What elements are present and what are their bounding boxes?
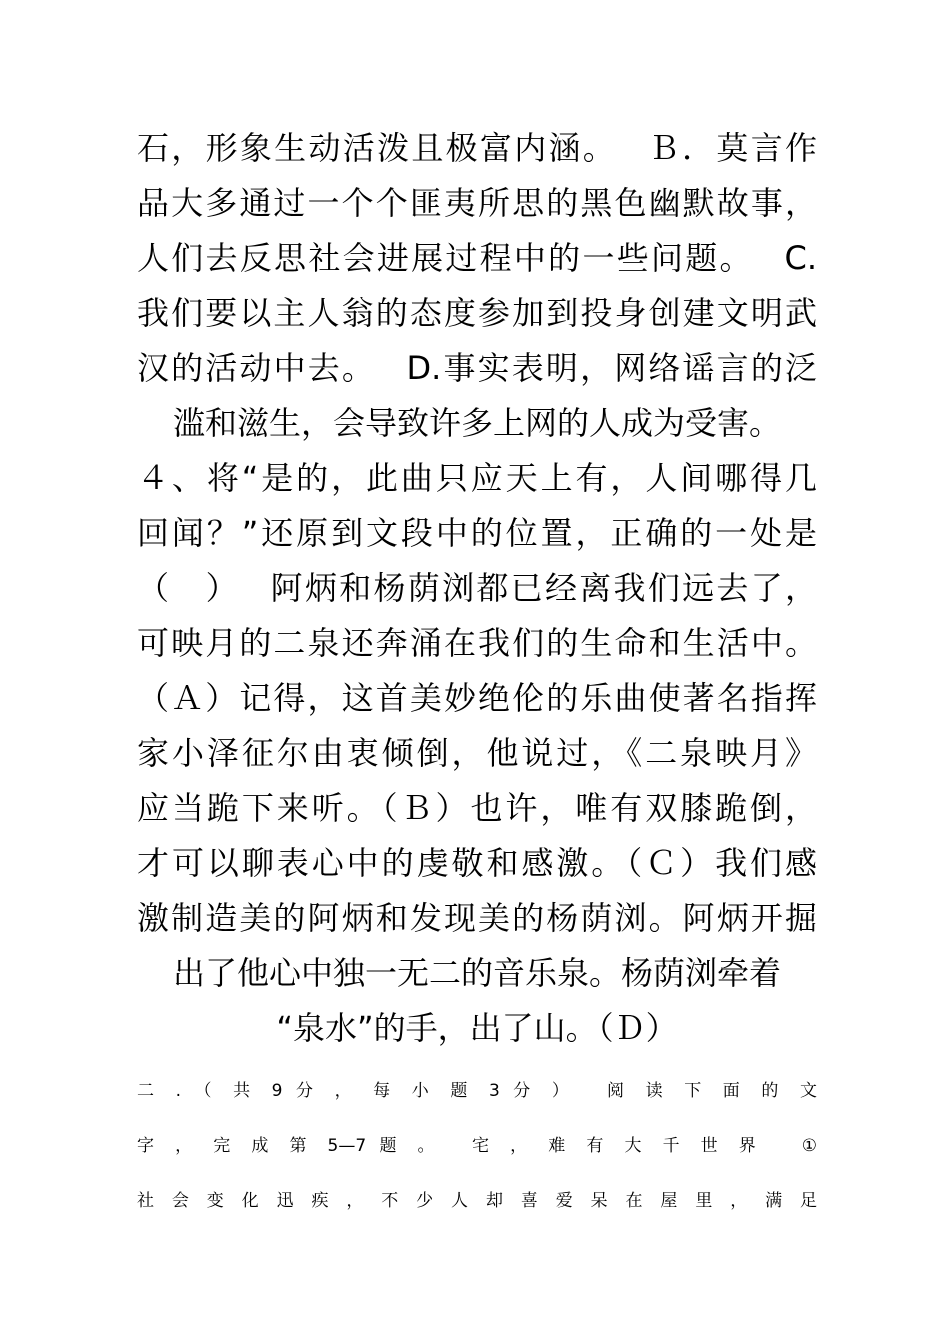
passage-line-1: 可映月的二泉还奔涌在我们的生命和生活中。 [137,624,817,662]
section-two-line-2: 字 ， 完 成 第 5—7 题 。 宅 ， 难 有 大 千 世 界 ① [137,1136,817,1156]
text-line-6: 滥和滋生，会导致许多上网的人成为受害。 [172,404,781,442]
question-4-line-3: （ ） 阿炳和杨荫浏都已经离我们远去了， [137,569,817,607]
text-line-1: 石，形象生动活泼且极富内涵。 Ｂ．莫言作 [137,129,817,167]
passage-line-4: 应当跪下来听。（Ｂ）也许，唯有双膝跪倒， [137,789,817,827]
question-4-line-2: 回闻？”还原到文段中的位置，正确的一处是 [137,514,817,552]
text-line-2: 品大多通过一个个匪夷所思的黑色幽默故事， [137,184,817,222]
passage-line-5: 才可以聊表心中的虔敬和感激。（Ｃ）我们感 [137,844,817,882]
passage-line-8: “泉水”的手，出了山。（Ｄ） [276,1009,678,1047]
passage-line-3: 家小泽征尔由衷倾倒，他说过，《二泉映月》 [137,734,817,772]
text-line-4: 我们要以主人翁的态度参加到投身创建文明武 [137,294,817,332]
section-two-line-1: 二 . （ 共 9 分 ， 每 小 题 3 分 ） 阅 读 下 面 的 文 [137,1081,817,1101]
passage-line-7: 出了他心中独一无二的音乐泉。杨荫浏牵着 [172,954,781,992]
section-two-line-3: 社 会 变 化 迅 疾 ， 不 少 人 却 喜 爱 呆 在 屋 里 ， 满 足 [137,1191,817,1211]
passage-line-6: 激制造美的阿炳和发现美的杨荫浏。阿炳开掘 [137,899,817,937]
question-4-line-1: ４、将“是的，此曲只应天上有，人间哪得几 [137,459,817,497]
text-line-5: 汉的活动中去。 D.事实表明，网络谣言的泛 [137,349,817,387]
passage-line-2: （Ａ）记得，这首美妙绝伦的乐曲使著名指挥 [137,679,817,717]
text-line-3: 人们去反思社会进展过程中的一些问题。 C. [137,239,817,277]
